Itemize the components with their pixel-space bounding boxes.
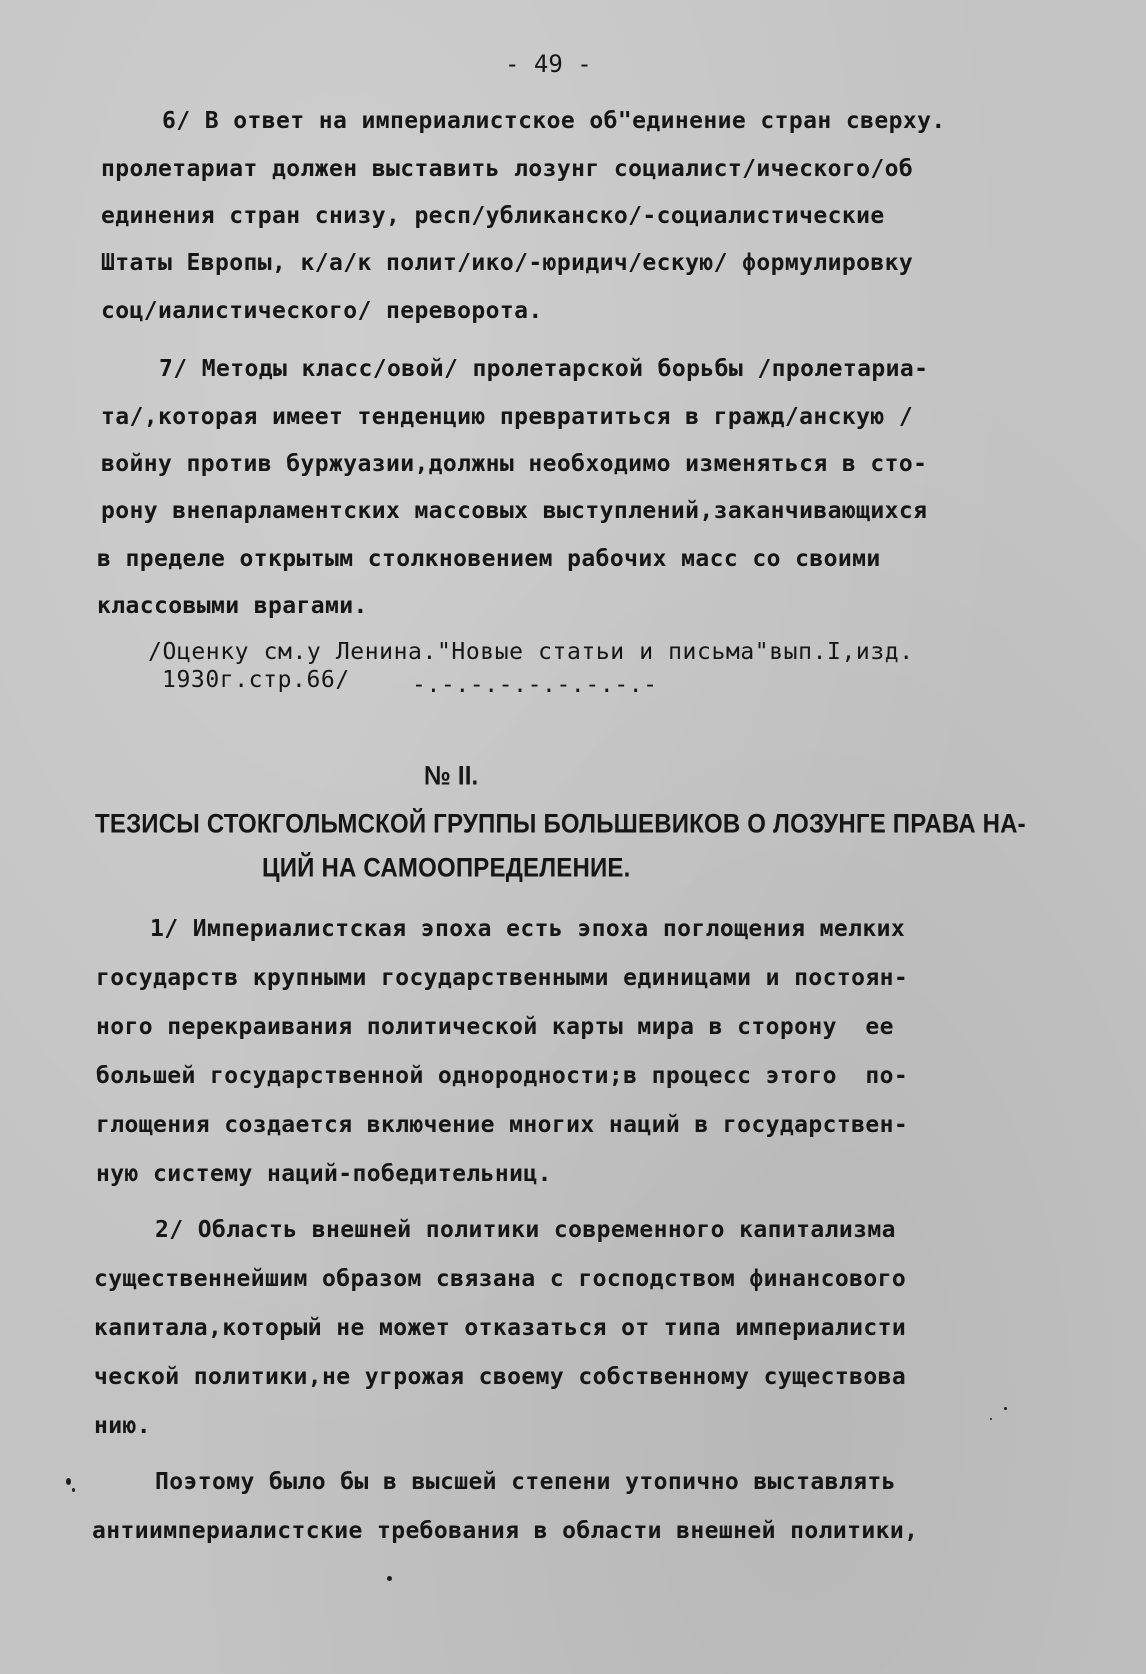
text-line: антиимпериалистские требования в области внешней политики, bbox=[92, 1518, 919, 1544]
scan-speck bbox=[387, 1576, 392, 1581]
text-line: 7/ Методы класс/овой/ пролетарской борьбы /пролетариа- bbox=[159, 356, 929, 382]
text-line: нию. bbox=[94, 1413, 151, 1439]
footnote-line: 1930г.стр.66/ bbox=[162, 667, 350, 693]
document-number: № II. bbox=[424, 761, 479, 792]
separator-line: -.-.-.-.-.-.-.-.- bbox=[412, 672, 658, 698]
scan-speck bbox=[990, 1418, 992, 1420]
text-line: соц/иалистического/ переворота. bbox=[101, 298, 543, 324]
text-line: 6/ В ответ на империалистское об"единение стран сверху. bbox=[162, 108, 946, 134]
text-line: большей государственной однородности;в процесс этого по- bbox=[96, 1063, 909, 1089]
text-line: государств крупными государственными единицами и постоян- bbox=[96, 965, 909, 991]
text-line: 1/ Империалистская эпоха есть эпоха поглощения мелких bbox=[150, 916, 906, 942]
document-title-line: ТЕЗИСЫ СТОКГОЛЬМСКОЙ ГРУППЫ БОЛЬШЕВИКОВ О ЛОЗУНГЕ ПРАВА НА- bbox=[95, 809, 1026, 840]
text-line: в пределе открытым столкновением рабочих масс со своими bbox=[97, 546, 881, 572]
document-title-line: ЦИЙ НА САМООПРЕДЕЛЕНИЕ. bbox=[262, 853, 631, 884]
text-line: пролетариат должен выставить лозунг социалист/ического/об bbox=[101, 156, 914, 182]
text-line: войну против буржуазии,должны необходимо изменяться в сто- bbox=[101, 451, 928, 477]
text-line: классовыми врагами. bbox=[97, 593, 368, 619]
text-line: единения стран снизу, респ/убликанско/-социалистические bbox=[101, 203, 885, 229]
text-line: Штаты Европы, к/а/к полит/ико/-юридич/ескую/ формулировку bbox=[101, 250, 914, 276]
text-line: та/,которая имеет тенденцию превратиться в гражд/анскую / bbox=[101, 404, 914, 430]
text-line: 2/ Область внешней политики современного капитализма bbox=[155, 1217, 896, 1243]
text-line: существеннейшим образом связана с господством финансового bbox=[94, 1266, 907, 1292]
text-line: ческой политики,не угрожая своему собственному существова bbox=[94, 1364, 907, 1390]
text-line: рону внепарламентских массовых выступлений,заканчивающихся bbox=[101, 498, 928, 524]
footnote-line: /Оценку см.у Ленина."Новые статьи и письма"вып.I,изд. bbox=[148, 639, 914, 665]
scan-speck bbox=[1004, 1407, 1007, 1410]
scan-speck bbox=[66, 1478, 71, 1485]
scan-speck bbox=[72, 1488, 75, 1492]
text-line: капитала,который не может отказаться от типа империалисти bbox=[94, 1315, 907, 1341]
page-number: - 49 - bbox=[505, 50, 592, 78]
text-line: ную систему наций-победительниц. bbox=[96, 1161, 552, 1187]
text-line: Поэтому было бы в высшей степени утопично выставлять bbox=[155, 1469, 896, 1495]
text-line: глощения создается включение многих наций в государствен- bbox=[96, 1112, 909, 1138]
text-line: ного перекраивания политической карты мира в сторону ее bbox=[96, 1014, 894, 1040]
